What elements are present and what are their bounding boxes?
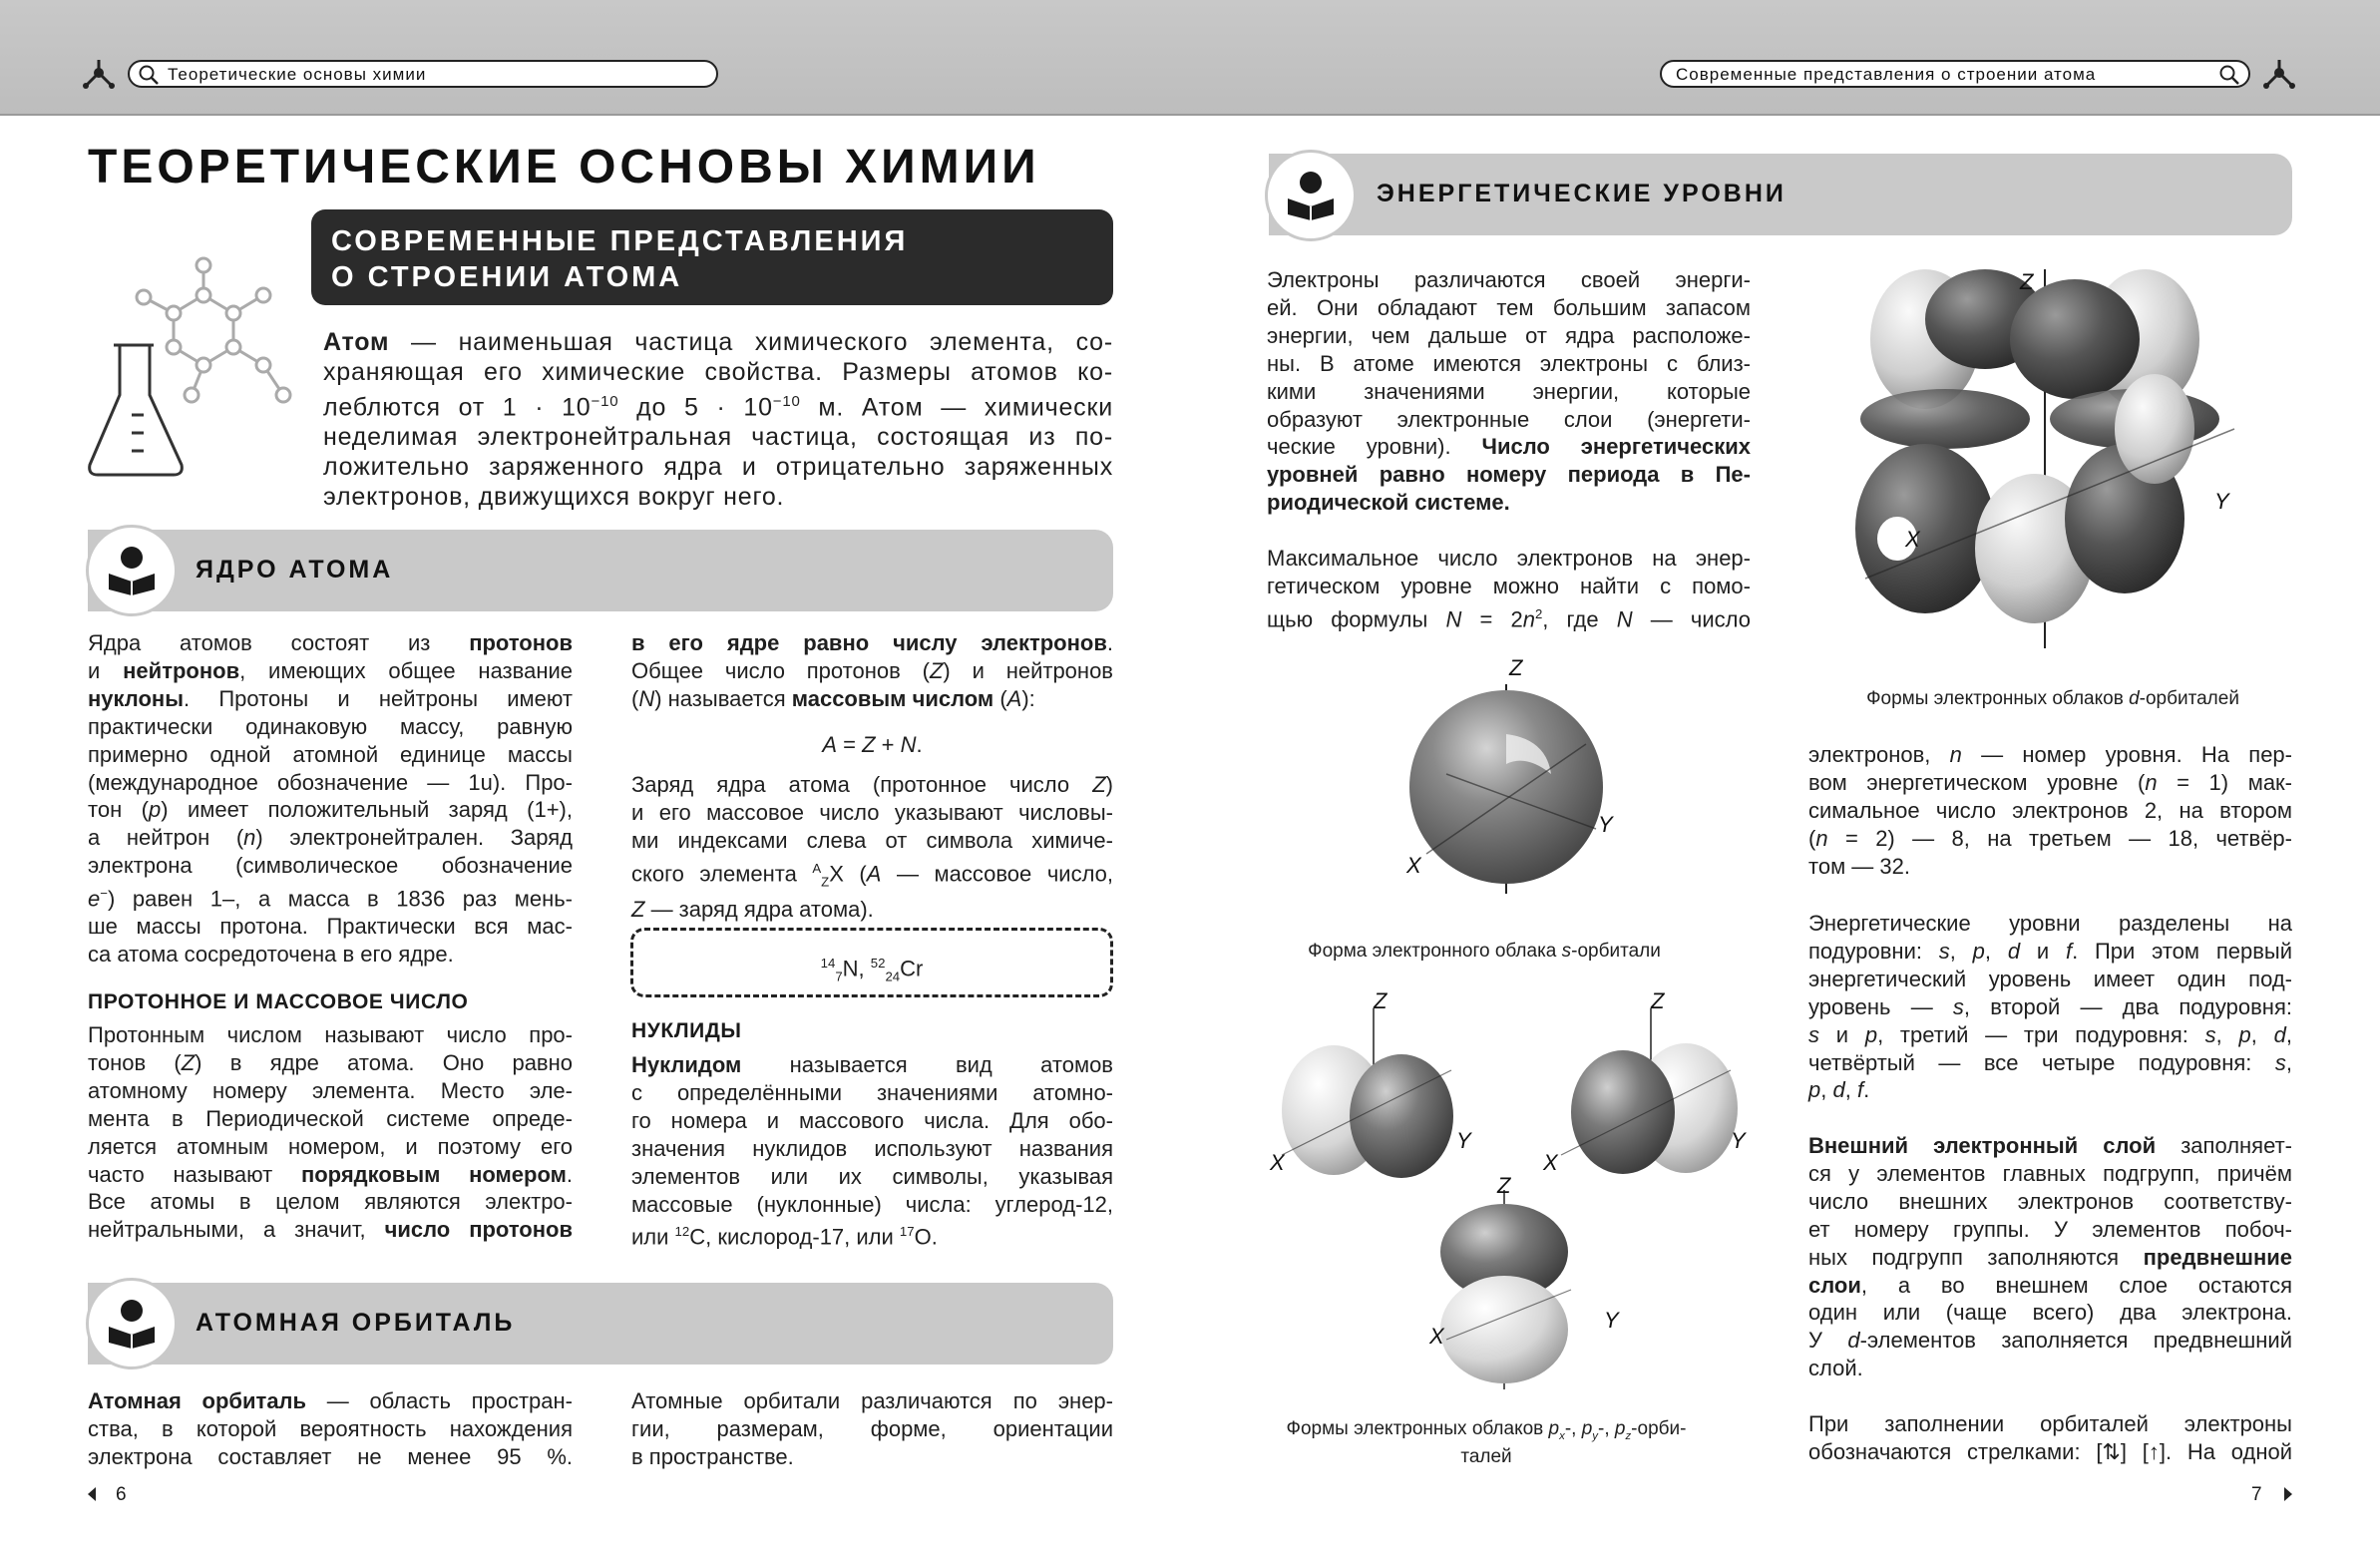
- text-line: храняющая его химические свойства. Размеры атомов ко-: [323, 358, 1113, 386]
- text-line: массовые (нуклонные) числа: углерод-12,: [631, 1191, 1113, 1217]
- text-line: ческие уровни). Число энергетических: [1267, 434, 1751, 460]
- text-line: ся у элементов главных подгрупп, причём: [1808, 1160, 2292, 1186]
- text-line: Максимальное число электронов на энер-: [1267, 546, 1751, 571]
- text-line: в пространстве.: [631, 1443, 794, 1469]
- text-line: ет номеру группы. У элементов побоч-: [1808, 1216, 2292, 1242]
- text-line: Атом — наименьшая частица химического элемента, со-: [323, 328, 1113, 356]
- axis-z-label: Z: [2020, 269, 2034, 294]
- text-line: щью формулы $N = 2n^2$, где N — число: [1267, 605, 1751, 632]
- text-line: ных подгрупп заполняются предвнешние: [1808, 1244, 2292, 1270]
- text-line: са атома сосредоточена в его ядре.: [88, 942, 454, 968]
- text-line: энергии, чем дальше от ядра расположе-: [1267, 322, 1751, 348]
- text-line: Все атомы в целом являются электро-: [88, 1189, 573, 1215]
- text-line: го номера и массового числа. Для обо-: [631, 1107, 1113, 1133]
- axis-y-label: Y: [1604, 1308, 1619, 1333]
- text-line: Электроны различаются своей энерги-: [1267, 267, 1751, 292]
- text-line: образуют электронные слои (энергети-: [1267, 406, 1751, 432]
- banner-line-1: СОВРЕМЕННЫЕ ПРЕДСТАВЛЕНИЯ: [331, 225, 909, 257]
- text-line: p, d, f.: [1808, 1077, 1870, 1103]
- text-line: один или (чаще всего) два электрона.: [1808, 1300, 2292, 1326]
- prev-page-icon[interactable]: [86, 1486, 100, 1502]
- nucleus-col1-text: [88, 629, 573, 969]
- text-line: Внешний электронный слой заполняет-: [1808, 1133, 2292, 1158]
- text-line: ляется атомным номером, и поэтому его: [88, 1133, 573, 1159]
- flask-molecule-icon: [84, 255, 297, 481]
- section-nucleus-label: ЯДРО АТОМА: [196, 556, 394, 584]
- right-search-text: Современные представления о строении атома: [1676, 65, 2097, 84]
- text-line: элементов или их символы, указывая: [631, 1163, 1113, 1189]
- energy-col2-text-d: [1808, 1410, 2292, 1466]
- text-line: вом энергетическом уровне (n = 1) мак-: [1808, 769, 2293, 795]
- nuclides-heading: НУКЛИДЫ: [631, 1019, 742, 1042]
- text-line: Ядра атомов состоят из протонов: [88, 630, 573, 655]
- mass-formula: A = Z + N.: [822, 732, 923, 757]
- section-orbital-bar: [88, 1283, 1113, 1365]
- text-line: Атомные орбитали различаются по энер-: [631, 1388, 1113, 1413]
- section-nucleus-bar: [88, 530, 1113, 611]
- text-line: и его массовое число указывают числовы-: [631, 799, 1113, 825]
- text-line: часто называют порядковым номером.: [88, 1161, 573, 1187]
- banner-line-2: О СТРОЕНИИ АТОМА: [331, 261, 683, 293]
- top-bar: [0, 0, 2380, 116]
- text-line: слои, а во внешнем слое остаются: [1808, 1272, 2292, 1298]
- reader-icon: [86, 1278, 178, 1369]
- right-search-box[interactable]: [1660, 60, 2250, 88]
- axis-x-label: X: [1429, 1324, 1444, 1349]
- pz-orbital: [1428, 1173, 1620, 1389]
- text-line: Общее число протонов (Z) и нейтронов: [631, 657, 1113, 683]
- px-orbital: [1269, 990, 1472, 1178]
- left-search-text: Теоретические основы химии: [168, 65, 427, 84]
- page-number-right: 7: [2251, 1484, 2262, 1505]
- molecule-logo-icon: [82, 58, 116, 92]
- text-line: нейтральными, а значит, число протонов: [88, 1217, 573, 1243]
- text-line: риодической системе.: [1267, 490, 1510, 516]
- reader-icon: [86, 525, 178, 616]
- proton-col1-text: [88, 1021, 573, 1244]
- atom-intro-text: [323, 327, 1113, 512]
- text-line: электронов, n — номер уровня. На пер-: [1808, 742, 2292, 767]
- axis-z-label: Z: [1509, 655, 1523, 680]
- text-line: (N) называется массовым числом (A):: [631, 685, 1035, 711]
- energy-text-2: [1267, 545, 1751, 633]
- text-line: симальное число электронов 2, на втором: [1808, 797, 2292, 823]
- text-line: тон (p) имеет положительный заряд (1+),: [88, 797, 573, 823]
- text-line: леблются от $1 \cdot 10^{-10}$ до $5 \cdot 10^{-10}$ м. Атом — химически: [323, 393, 1113, 422]
- nuclides-text: [631, 1051, 1113, 1252]
- text-line: уровней равно номеру периода в Пе-: [1267, 462, 1751, 488]
- text-line: Нуклидом называется вид атомов: [631, 1052, 1113, 1077]
- text-line: с определёнными значениями атомно-: [631, 1079, 1113, 1105]
- energy-col2-text-c: [1808, 1132, 2292, 1382]
- section-energy-label: ЭНЕРГЕТИЧЕСКИЕ УРОВНИ: [1377, 180, 1786, 207]
- reader-icon: [1265, 150, 1357, 241]
- text-line: число внешних электронов соответству-: [1808, 1188, 2292, 1214]
- text-line: Z — заряд ядра атома).: [631, 897, 874, 923]
- text-line: электрона (символическое обозначение: [88, 853, 573, 879]
- proton-heading: ПРОТОННОЕ И МАССОВОЕ ЧИСЛО: [88, 990, 469, 1013]
- orbital-col1-text: [88, 1387, 573, 1471]
- nuclide-example-box: [630, 928, 1113, 997]
- section-orbital-label: АТОМНАЯ ОРБИТАЛЬ: [196, 1309, 516, 1337]
- section-energy-bar: [1269, 154, 2292, 235]
- page-title: ТЕОРЕТИЧЕСКИЕ ОСНОВЫ ХИМИИ: [88, 141, 1040, 194]
- text-line: ны. В атоме имеются электроны с близ-: [1267, 350, 1751, 376]
- left-search-box[interactable]: [128, 60, 718, 88]
- axis-x-label: X: [1270, 1150, 1285, 1175]
- axis-x-label: X: [1543, 1150, 1558, 1175]
- nucleus-col2-mid-text: [631, 771, 1113, 924]
- text-line: Энергетические уровни разделены на: [1808, 911, 2292, 936]
- text-line: слой.: [1808, 1356, 1863, 1381]
- text-line: e−) равен 1–, а масса в 1836 раз мень-: [88, 886, 573, 912]
- axis-y-label: Y: [1456, 1128, 1471, 1153]
- text-line: (n = 2) — 8, на третьем — 18, четвёр-: [1808, 825, 2292, 851]
- axis-z-label: Z: [1651, 990, 1665, 1013]
- energy-col2-text-a: [1808, 741, 2292, 881]
- text-line: а нейтрон (n) электронейтрален. Заряд: [88, 825, 573, 851]
- molecule-logo-icon: [2262, 58, 2296, 92]
- py-orbital: [1542, 990, 1747, 1175]
- search-icon: [2218, 64, 2240, 86]
- topic-banner: [311, 209, 1113, 305]
- text-line: (международное обозначение — 1u). Про-: [88, 769, 573, 795]
- text-line: том — 32.: [1808, 853, 1910, 879]
- nuclide-example: $^{14}_7$N, $^{52}_{24}$Cr: [820, 956, 924, 984]
- text-line: ства, в которой вероятность нахождения: [88, 1415, 573, 1441]
- p-orbitals-caption-line2: талей: [1460, 1446, 1512, 1467]
- text-line: четвёртый — все четыре подуровня: s,: [1808, 1049, 2292, 1075]
- text-line: ми индексами слева от символа химиче-: [631, 827, 1113, 853]
- text-line: атомному номеру элемента. Место эле-: [88, 1077, 573, 1103]
- axis-y-label: Y: [1731, 1128, 1746, 1153]
- axis-z-label: Z: [1374, 990, 1388, 1013]
- text-line: или $^{12}$C, кислород-17, или $^{17}$O.: [631, 1224, 938, 1250]
- d-orbital-figure: [1835, 259, 2254, 658]
- text-line: ше массы протона. Практически вся мас-: [88, 914, 573, 940]
- axis-x-label: X: [1406, 853, 1421, 878]
- text-line: примерно одной атомной единице массы: [88, 741, 573, 767]
- energy-text-1: [1267, 266, 1751, 517]
- energy-col2-text-b: [1808, 910, 2292, 1104]
- page-number-left: 6: [116, 1484, 127, 1505]
- text-line: обозначаются стрелками: [⇅] [↑]. На одной: [1808, 1438, 2292, 1464]
- text-line: Заряд ядра атома (протонное число Z): [631, 772, 1113, 797]
- text-line: При заполнении орбиталей электроны: [1808, 1411, 2292, 1436]
- text-line: электронов, движущихся вокруг него.: [323, 483, 785, 512]
- text-line: кими значениями энергии, которые: [1267, 378, 1751, 404]
- d-orbital-caption: Формы электронных облаков d-орбиталей: [1866, 688, 2239, 709]
- s-orbital-figure: [1367, 654, 1626, 904]
- s-orbital-caption: Форма электронного облака s-орбитали: [1308, 941, 1661, 962]
- text-line: s и p, третий — три подуровня: s, p, d,: [1808, 1021, 2292, 1047]
- orbital-col2-text: [631, 1387, 1113, 1471]
- text-line: тонов (Z) в ядре атома. Оно равно: [88, 1049, 573, 1075]
- text-line: Атомная орбиталь — область простран-: [88, 1388, 573, 1413]
- text-line: практически одинаковую массу, равную: [88, 713, 573, 739]
- text-line: ей. Они обладают тем большим запасом: [1267, 294, 1751, 320]
- search-icon: [138, 64, 160, 86]
- text-line: ского элемента $^A_Z$X (A — массовое число,: [631, 860, 1114, 890]
- axis-y-label: Y: [2214, 489, 2229, 514]
- next-page-icon[interactable]: [2280, 1486, 2294, 1502]
- text-line: ложительно заряженного ядра и отрицательно заряженных: [323, 453, 1113, 482]
- text-line: значения нуклидов используют названия: [631, 1135, 1113, 1161]
- text-line: уровень — s, второй — два подуровня:: [1808, 993, 2292, 1019]
- axis-z-label: Z: [1497, 1173, 1511, 1198]
- text-line: Протонным числом называют число про-: [88, 1022, 573, 1047]
- axis-y-label: Y: [1598, 812, 1613, 837]
- text-line: электрона составляет не менее 95 %.: [88, 1443, 573, 1469]
- text-line: нуклоны. Протоны и нейтроны имеют: [88, 685, 573, 711]
- p-orbitals-figure: [1262, 990, 1761, 1399]
- text-line: мента в Периодической системе опреде-: [88, 1105, 573, 1131]
- nucleus-col2-top-text: [631, 629, 1113, 713]
- p-orbitals-caption: Формы электронных облаков $p_x-$, $p_y-$, $p_z-орби-$: [1286, 1418, 1687, 1442]
- text-line: У d-элементов заполняется предвнешний: [1808, 1328, 2292, 1354]
- text-line: неделимая электронейтральная частица, состоящая из по-: [323, 423, 1113, 452]
- text-line: гии, размерам, форме, ориентации: [631, 1415, 1113, 1441]
- axis-x-label: X: [1905, 527, 1920, 552]
- text-line: подуровни: s, p, d и f. При этом первый: [1808, 938, 2293, 964]
- text-line: в его ядре равно числу электронов.: [631, 630, 1113, 655]
- text-line: и нейтронов, имеющих общее название: [88, 657, 573, 683]
- text-line: энергетический уровень имеет один под-: [1808, 966, 2292, 991]
- text-line: гетическом уровне можно найти с помо-: [1267, 573, 1751, 598]
